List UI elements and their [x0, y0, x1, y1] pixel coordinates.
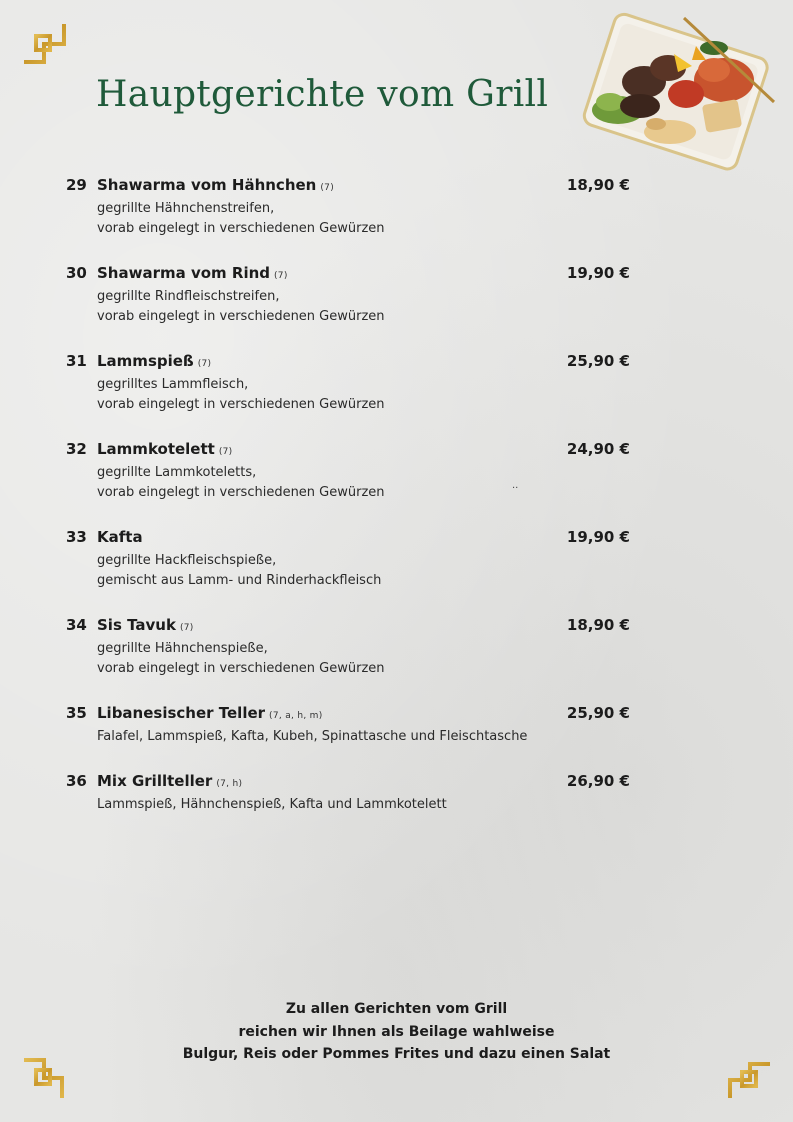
item-description-line: gegrillte Hackfleischspieße, [97, 553, 277, 568]
item-description-line: gegrillte Rindfleischstreifen, [97, 289, 280, 304]
item-number: 32 [66, 440, 87, 458]
item-name: Lammkotelett [97, 440, 215, 458]
item-allergens: (7) [179, 623, 194, 633]
item-price: 26,90 € [566, 772, 630, 790]
item-description-line: gegrillte Hähnchenspieße, [97, 641, 268, 656]
item-price: 25,90 € [566, 352, 630, 370]
menu-item [64, 526, 630, 591]
item-description-line: Lammspieß, Hähnchenspieß, Kafta und Lammkotelett [97, 797, 447, 812]
item-number: 29 [66, 176, 87, 194]
stray-mark: .. [512, 480, 519, 491]
item-name: Lammspieß [97, 352, 194, 370]
item-name: Kafta [97, 528, 143, 546]
item-price: 19,90 € [566, 264, 630, 282]
item-description-line: gegrillte Hähnchenstreifen, [97, 201, 275, 216]
item-description-line: gegrillte Lammkoteletts, [97, 465, 257, 480]
item-number: 35 [66, 704, 87, 722]
footer-line: reichen wir Ihnen als Beilage wahlweise [238, 1023, 555, 1040]
item-price: 25,90 € [566, 704, 630, 722]
item-description-line: Falafel, Lammspieß, Kafta, Kubeh, Spinattasche und Fleischtasche [97, 729, 528, 744]
item-price: 19,90 € [566, 528, 630, 546]
item-description-line: gegrilltes Lammfleisch, [97, 377, 249, 392]
side-dish-note [0, 998, 793, 1066]
item-name: Shawarma vom Hähnchen [97, 176, 317, 194]
footer-line: Zu allen Gerichten vom Grill [285, 1001, 508, 1017]
grilled-meat-platter-photo [574, 10, 780, 172]
menu-item [64, 174, 630, 239]
item-number: 30 [66, 264, 87, 282]
item-description-line: vorab eingelegt in verschiedenen Gewürzen [97, 221, 385, 236]
item-number: 31 [66, 352, 87, 370]
item-number: 33 [66, 528, 87, 546]
item-name: Libanesischer Teller [97, 704, 266, 722]
item-description-line: vorab eingelegt in verschiedenen Gewürzen [97, 309, 385, 324]
menu-item [64, 770, 630, 815]
item-allergens: (7, a, h, m) [269, 711, 323, 721]
page-title: Hauptgerichte vom Grill [96, 74, 549, 115]
item-description-line: vorab eingelegt in verschiedenen Gewürzen [97, 661, 385, 676]
footer-line: Bulgur, Reis oder Pommes Frites und dazu einen Salat [182, 1046, 611, 1062]
item-name: Mix Grillteller [97, 772, 213, 790]
item-number: 36 [66, 772, 87, 790]
item-number: 34 [66, 616, 87, 634]
item-allergens: (7) [320, 183, 335, 193]
menu-item [64, 350, 630, 415]
item-description-line: gemischt aus Lamm- und Rinderhackfleisch [97, 573, 382, 588]
menu-item [64, 438, 630, 503]
item-description-line: vorab eingelegt in verschiedenen Gewürzen [97, 485, 385, 500]
item-allergens: (7) [218, 447, 233, 457]
item-allergens: (7, h) [216, 779, 243, 789]
menu-list [64, 174, 630, 815]
item-price: 18,90 € [566, 616, 630, 634]
item-name: Shawarma vom Rind [97, 264, 270, 282]
menu-item [64, 614, 630, 679]
menu-item [64, 702, 630, 747]
item-name: Sis Tavuk [97, 616, 176, 634]
menu-item [64, 262, 630, 327]
item-description-line: vorab eingelegt in verschiedenen Gewürzen [97, 397, 385, 412]
item-price: 24,90 € [566, 440, 630, 458]
item-allergens: (7) [197, 359, 212, 369]
item-allergens: (7) [274, 271, 288, 281]
item-price: 18,90 € [566, 176, 630, 194]
